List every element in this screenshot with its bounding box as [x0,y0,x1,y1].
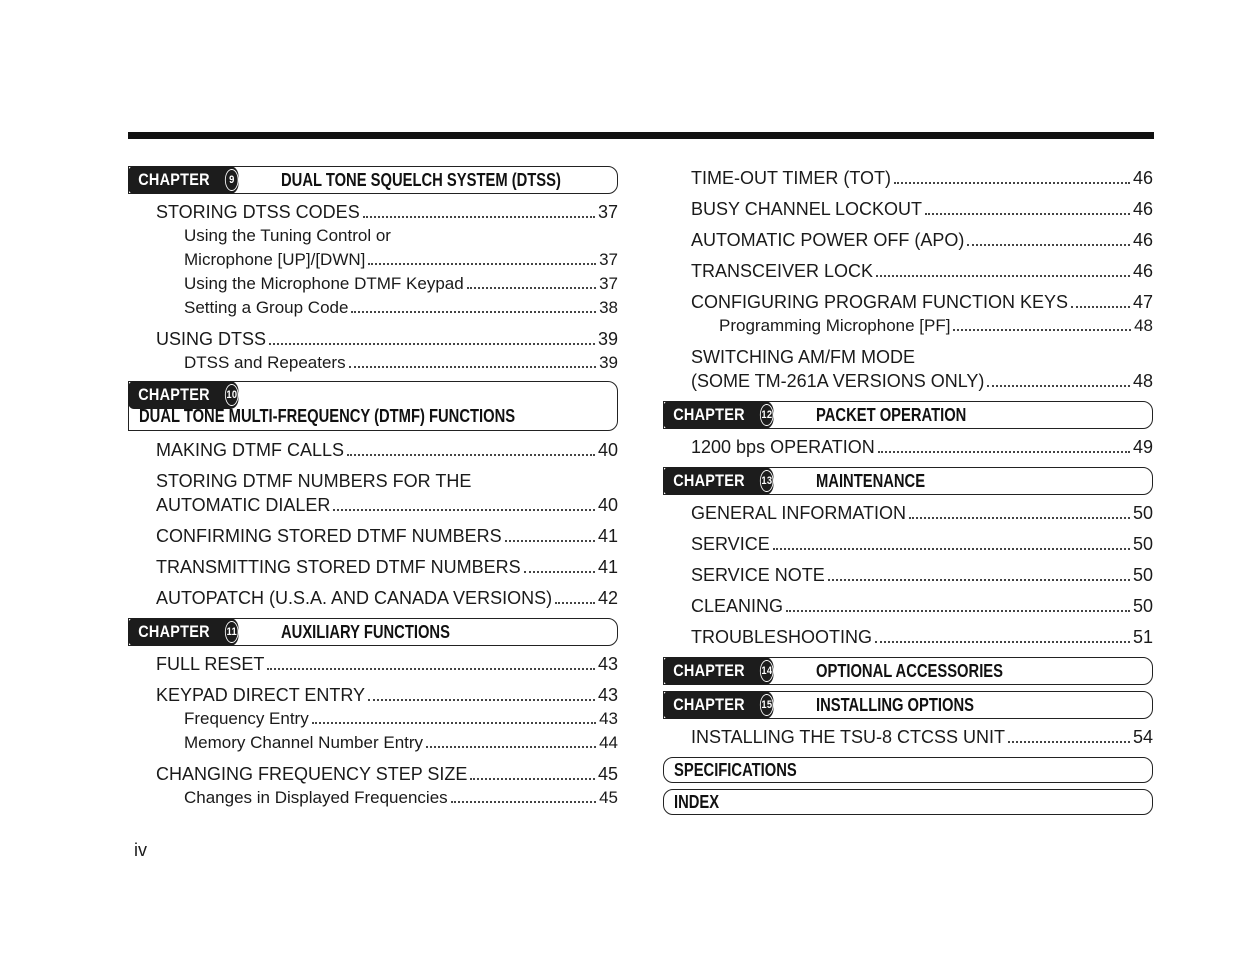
toc-entry[interactable]: SERVICE NOTE 50 [691,565,1153,585]
toc-entry[interactable]: TRANSCEIVER LOCK 46 [691,261,1153,281]
chapter-tab [663,657,774,685]
section-title: INDEX [674,792,720,812]
chapter-number: 10 [225,384,238,406]
index-heading[interactable] [663,789,1153,815]
chapter-title: INSTALLING OPTIONS [816,695,974,715]
chapter-number: 12 [760,404,773,426]
toc-entry[interactable]: 1200 bps OPERATION 49 [691,437,1153,457]
toc-entry[interactable]: BUSY CHANNEL LOCKOUT 46 [691,199,1153,219]
chapter-label: CHAPTER [673,405,745,424]
page-number: iv [134,840,147,860]
toc-entry[interactable]: CONFIGURING PROGRAM FUNCTION KEYS 47 [691,292,1153,312]
toc-entry[interactable]: FULL RESET 43 [156,654,618,674]
toc-entry[interactable]: INSTALLING THE TSU-8 CTCSS UNIT 54 [691,727,1153,747]
chapter-number: 11 [225,621,238,643]
toc-left-column [128,166,618,810]
chapter-tab [663,401,774,429]
toc-entry[interactable]: Programming Microphone [PF] 48 [719,316,1153,335]
toc-entry: STORING DTMF NUMBERS FOR THE [156,471,472,491]
chapter-title: DUAL TONE MULTI-FREQUENCY (DTMF) FUNCTIONS [139,406,516,426]
chapter-tab [128,618,239,646]
chapter-title: OPTIONAL ACCESSORIES [816,661,1003,681]
toc-entry[interactable]: AUTOMATIC DIALER 40 [156,495,618,515]
toc-entry[interactable]: CLEANING 50 [691,596,1153,616]
chapter-tab [663,691,774,719]
toc-entry[interactable]: USING DTSS 39 [156,329,618,349]
chapter-number: 13 [760,470,773,492]
toc-entry[interactable]: SERVICE 50 [691,534,1153,554]
toc-entry: SWITCHING AM/FM MODE [691,347,915,367]
chapter-tab [663,467,774,495]
chapter-tab [128,166,239,194]
chapter-9-heading[interactable] [128,166,618,194]
toc-entry[interactable]: TROUBLESHOOTING 51 [691,627,1153,647]
toc-entry[interactable]: MAKING DTMF CALLS 40 [156,440,618,460]
toc-right-column [663,166,1153,821]
chapter-title: MAINTENANCE [816,471,926,491]
toc-entry[interactable]: STORING DTSS CODES 37 [156,202,618,222]
chapter-label: CHAPTER [673,471,745,490]
chapter-11-heading[interactable] [128,618,618,646]
toc-entry[interactable]: AUTOMATIC POWER OFF (APO) 46 [691,230,1153,250]
chapter-label: CHAPTER [673,695,745,714]
toc-entry[interactable]: Setting a Group Code 38 [184,298,618,317]
toc-entry[interactable]: Memory Channel Number Entry 44 [184,733,618,752]
chapter-number: 15 [760,694,773,716]
chapter-label: CHAPTER [138,385,210,404]
chapter-label: CHAPTER [138,622,210,641]
chapter-number: 14 [760,660,773,682]
toc-entry[interactable]: Frequency Entry 43 [184,709,618,728]
toc-entry[interactable]: CHANGING FREQUENCY STEP SIZE 45 [156,764,618,784]
toc-entry[interactable]: Using the Microphone DTMF Keypad 37 [184,274,618,293]
chapter-12-heading[interactable] [663,401,1153,429]
section-title: SPECIFICATIONS [674,760,797,780]
chapter-number: 9 [225,169,238,191]
chapter-tab [128,381,239,409]
specifications-heading[interactable] [663,757,1153,783]
top-rule [128,132,1154,139]
chapter-label: CHAPTER [673,661,745,680]
toc-entry[interactable]: (SOME TM-261A VERSIONS ONLY) 48 [691,371,1153,391]
toc-entry[interactable]: TRANSMITTING STORED DTMF NUMBERS 41 [156,557,618,577]
toc-entry[interactable]: TIME-OUT TIMER (TOT) 46 [691,168,1153,188]
toc-entry[interactable]: Changes in Displayed Frequencies 45 [184,788,618,807]
chapter-title: AUXILIARY FUNCTIONS [281,622,450,642]
chapter-title: PACKET OPERATION [816,405,967,425]
chapter-label: CHAPTER [138,170,210,189]
toc-entry[interactable]: AUTOPATCH (U.S.A. AND CANADA VERSIONS) 42 [156,588,618,608]
chapter-10-heading[interactable] [128,381,618,431]
chapter-13-heading[interactable] [663,467,1153,495]
toc-entry[interactable]: CONFIRMING STORED DTMF NUMBERS 41 [156,526,618,546]
toc-entry: Using the Tuning Control or [184,226,391,245]
toc-entry[interactable]: DTSS and Repeaters 39 [184,353,618,372]
chapter-14-heading[interactable] [663,657,1153,685]
toc-entry[interactable]: KEYPAD DIRECT ENTRY 43 [156,685,618,705]
chapter-title: DUAL TONE SQUELCH SYSTEM (DTSS) [281,170,561,190]
toc-entry[interactable]: Microphone [UP]/[DWN] 37 [184,250,618,269]
toc-entry[interactable]: GENERAL INFORMATION 50 [691,503,1153,523]
chapter-15-heading[interactable] [663,691,1153,719]
